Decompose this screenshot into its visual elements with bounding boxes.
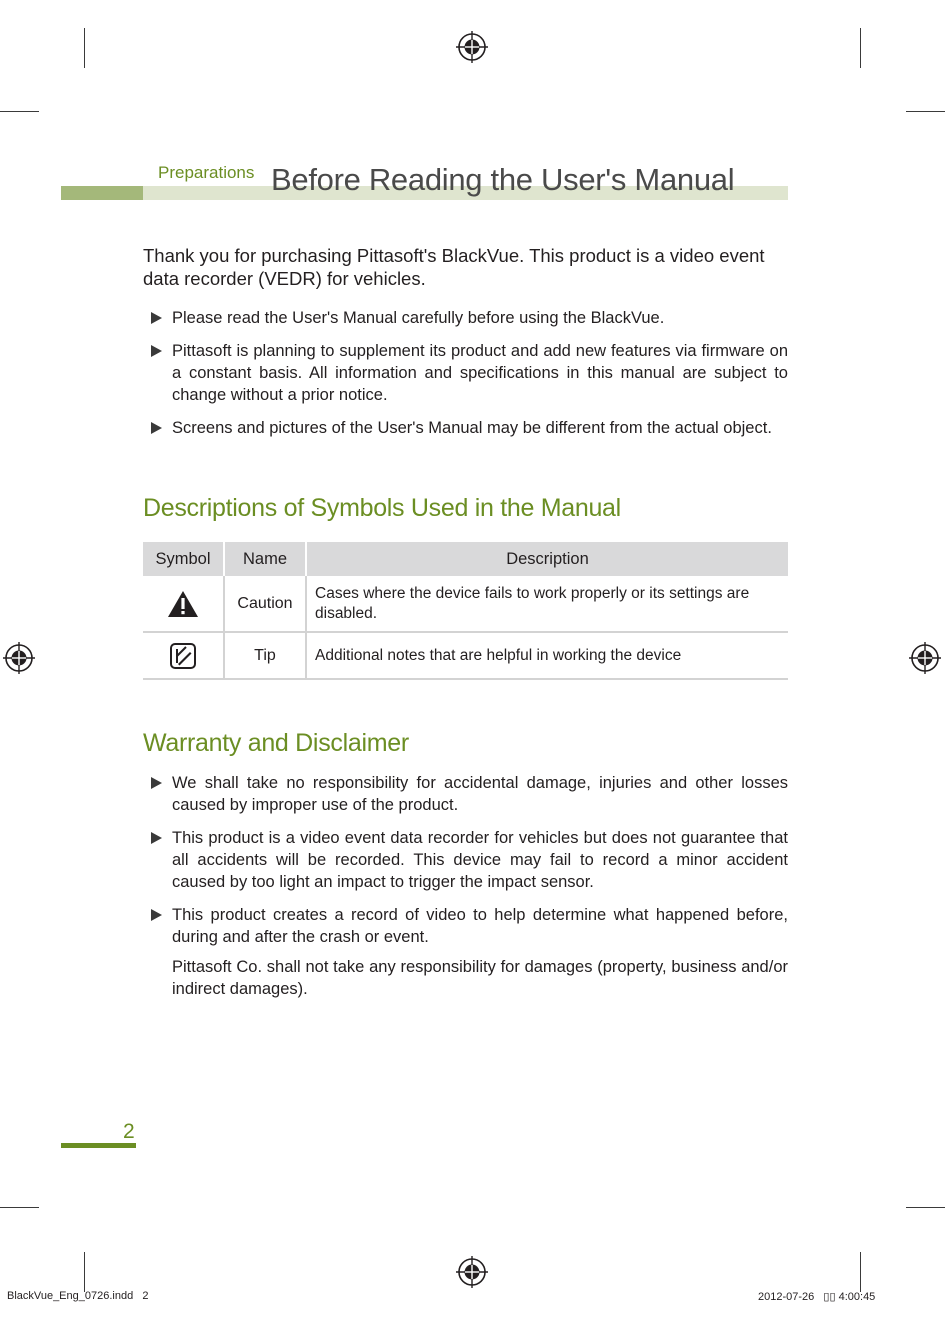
list-item: Please read the User's Manual carefully before using the BlackVue. [143, 307, 788, 329]
crop-mark-bottom-right [860, 1252, 861, 1292]
bullet-triangle-icon [151, 777, 162, 789]
bullet-triangle-icon [151, 832, 162, 844]
warranty-bullet-list [143, 772, 788, 1011]
column-header-description: Description [306, 542, 788, 576]
caution-icon [167, 590, 199, 618]
disclaimer-note: Pittasoft Co. shall not take any responsibility for damages (property, business and/or indirect damages). [172, 958, 788, 998]
list-item: Pittasoft is planning to supplement its product and add new features via firmware on a constant basis. All information and specifications in this manual are subject to change without a prior notice. [143, 340, 788, 406]
symbols-table [143, 542, 788, 680]
page-title: Before Reading the User's Manual [271, 162, 735, 197]
intro-bullet-list [143, 307, 788, 450]
column-header-name: Name [224, 542, 306, 576]
section-label: Preparations [158, 163, 255, 182]
registration-mark-icon [456, 31, 488, 63]
symbol-cell [143, 632, 224, 679]
page-number-bar [61, 1143, 136, 1148]
bullet-triangle-icon [151, 909, 162, 921]
name-cell: Caution [224, 576, 306, 632]
print-slug-timestamp: 2012-07-26 ▯▯ 4:00:45 [758, 1291, 876, 1303]
symbols-heading: Descriptions of Symbols Used in the Manual [143, 494, 621, 522]
registration-mark-icon [3, 642, 35, 674]
table-row [143, 576, 788, 632]
table-row [143, 632, 788, 679]
column-header-symbol: Symbol [143, 542, 224, 576]
name-cell: Tip [224, 632, 306, 679]
list-item: This product is a video event data recorder for vehicles but does not guarantee that all accidents will be recorded. This device may fail to record a minor accident caused by too light an impact to trigger the impact sensor. [143, 827, 788, 893]
crop-mark-left-bottom [0, 1207, 39, 1208]
crop-mark-top-left [84, 28, 85, 68]
symbol-cell [143, 576, 224, 632]
warranty-heading: Warranty and Disclaimer [143, 729, 409, 757]
bullet-triangle-icon [151, 345, 162, 357]
description-cell: Cases where the device fails to work properly or its settings are disabled. [306, 576, 788, 632]
list-item: Screens and pictures of the User's Manual may be different from the actual object. [143, 417, 788, 439]
crop-mark-top-right [860, 28, 861, 68]
table-header-row [143, 542, 788, 576]
list-item: We shall take no responsibility for accidental damage, injuries and other losses caused by improper use of the product. [143, 772, 788, 816]
crop-mark-right-bottom [906, 1207, 945, 1208]
crop-mark-bottom-left [84, 1252, 85, 1292]
description-cell: Additional notes that are helpful in working the device [306, 632, 788, 679]
crop-mark-left-top [0, 111, 39, 112]
crop-mark-right-top [906, 111, 945, 112]
registration-mark-icon [909, 642, 941, 674]
registration-mark-icon [456, 1256, 488, 1288]
list-item: This product creates a record of video to help determine what happened before, during and after the crash or event. Pittasoft Co. shall not take any responsibility for damages (property, business and/or indirect damages). [143, 904, 788, 1000]
print-slug-file: BlackVue_Eng_0726.indd 2 [7, 1290, 149, 1302]
bullet-triangle-icon [151, 312, 162, 324]
tip-icon [169, 642, 197, 670]
bullet-triangle-icon [151, 422, 162, 434]
page-number: 2 [123, 1120, 135, 1143]
intro-paragraph: Thank you for purchasing Pittasoft's BlackVue. This product is a video event data recorder (VEDR) for vehicles. [143, 245, 765, 289]
header-bar-accent [61, 186, 143, 200]
